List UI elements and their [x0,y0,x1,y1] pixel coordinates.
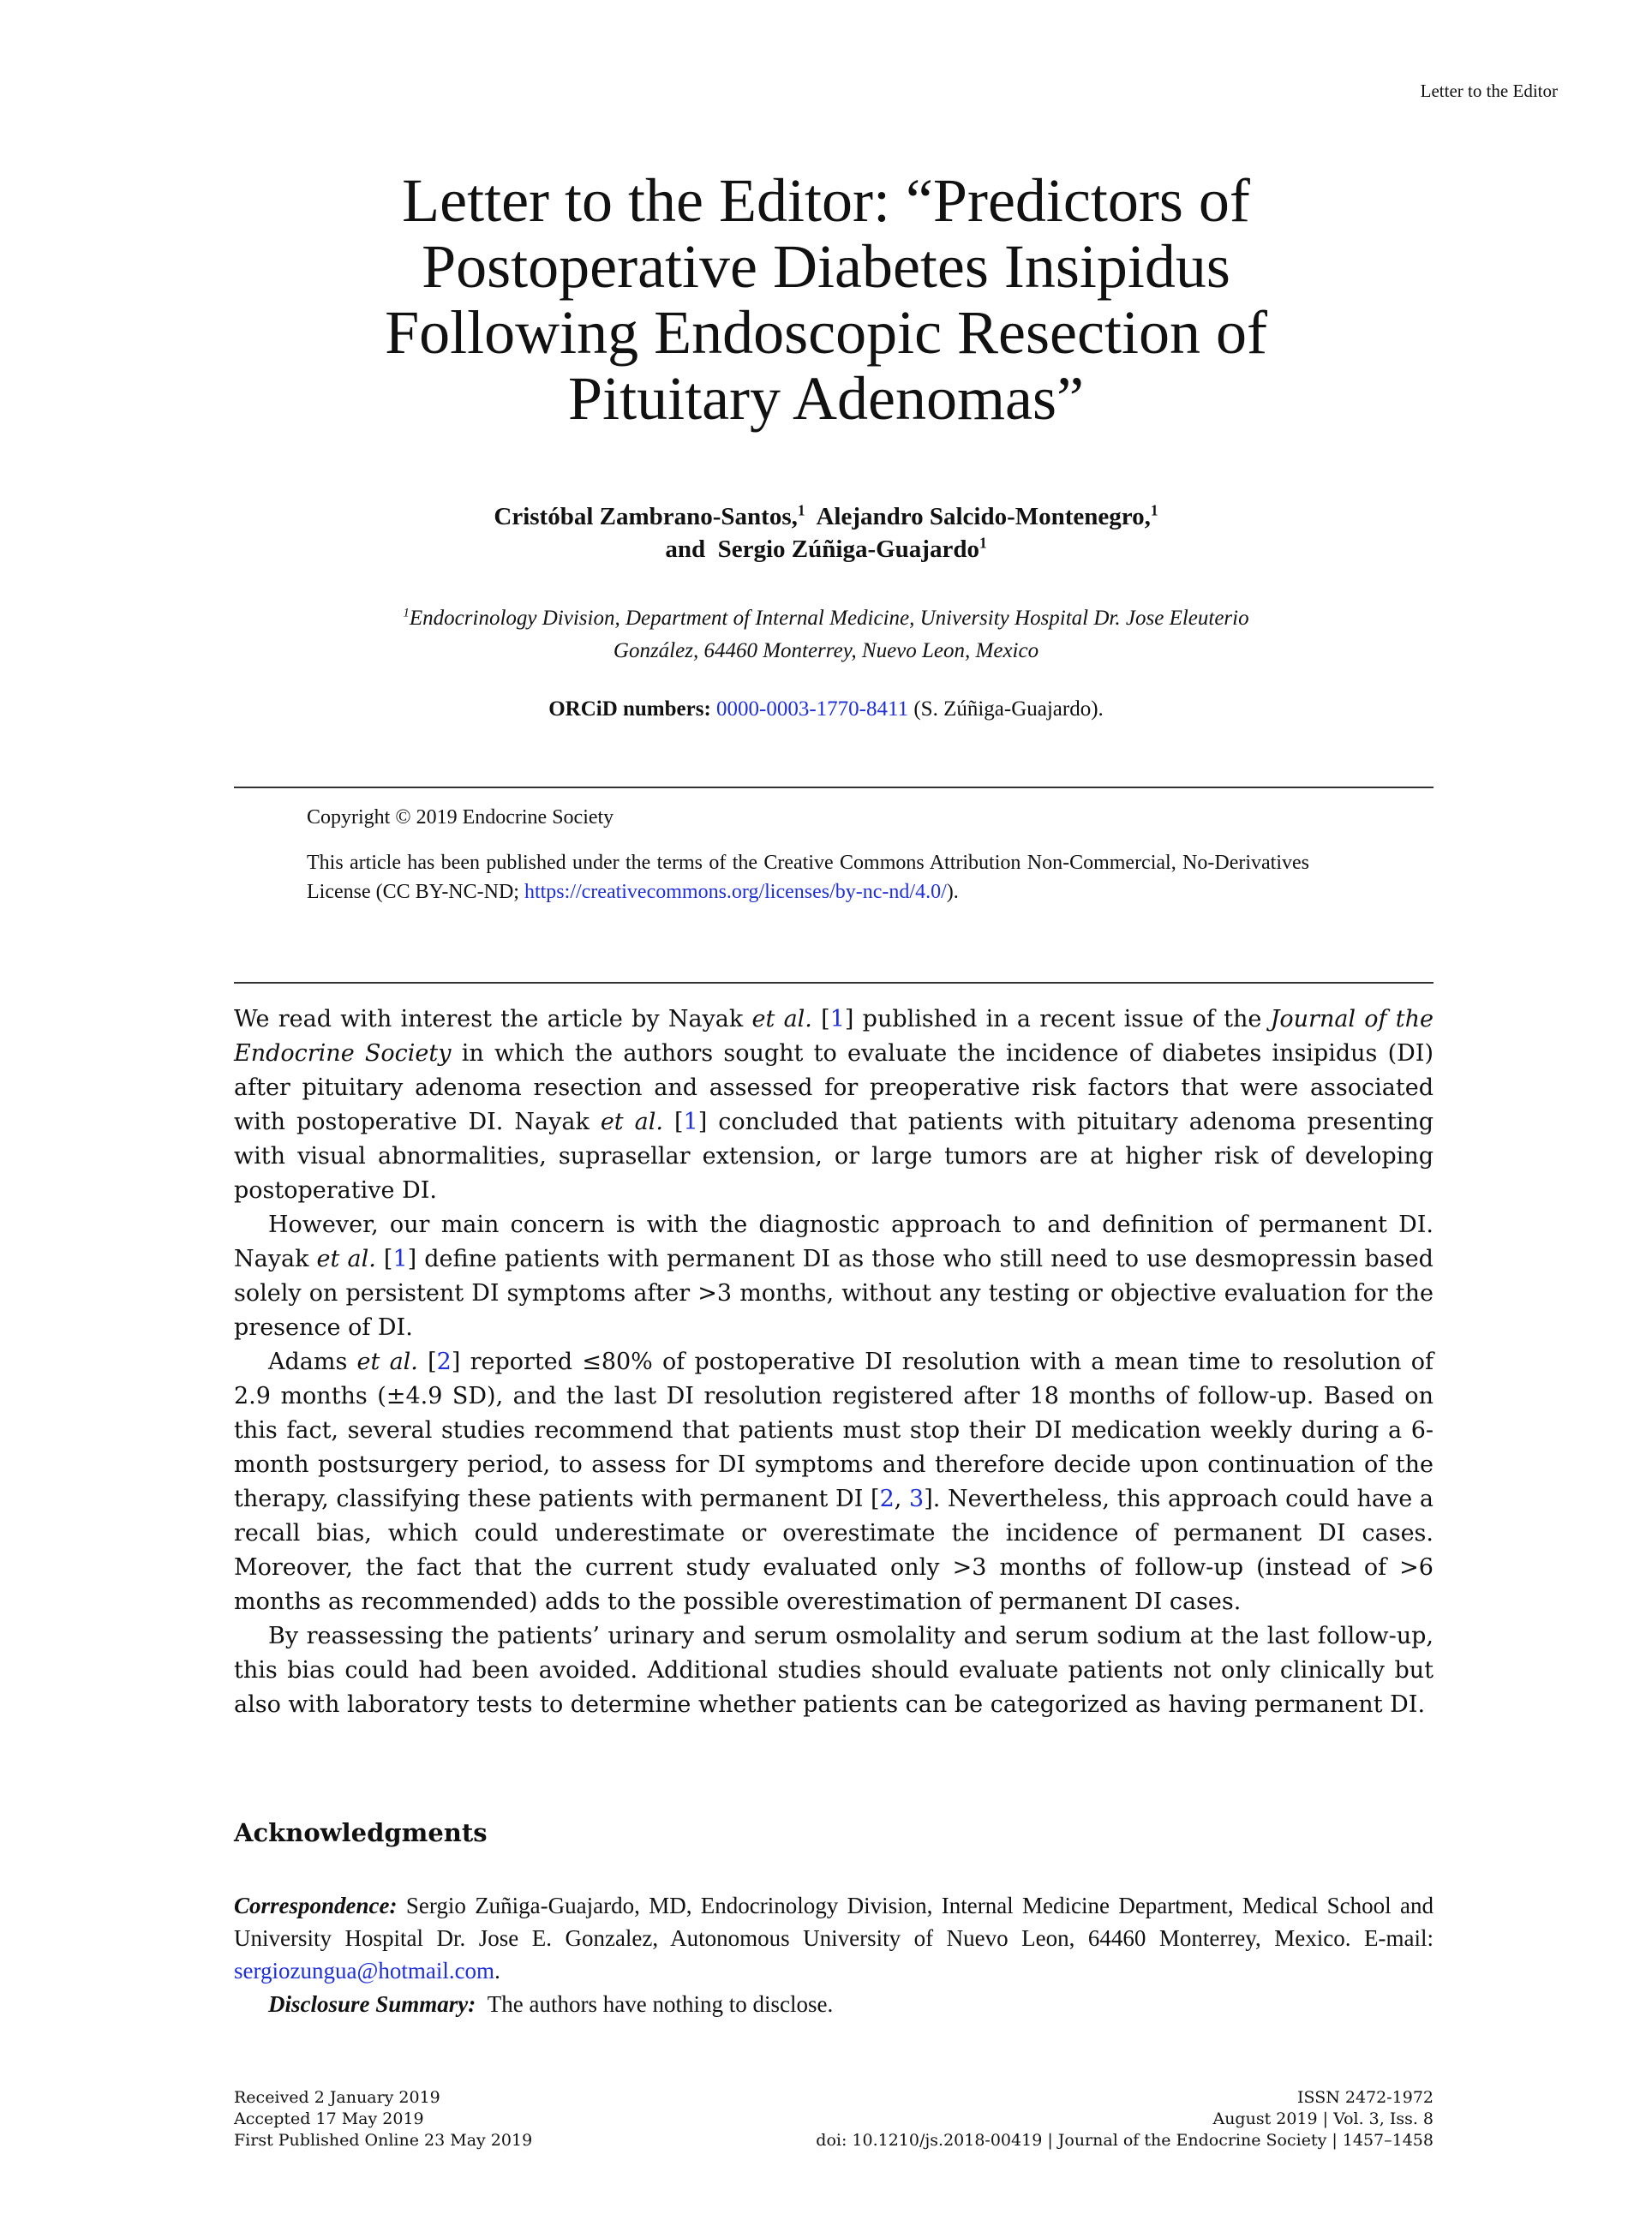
license-end: ). [946,881,959,903]
title-line: Following Endoscopic Resection of [385,298,1267,367]
affiliation-line [0,602,1652,635]
email-link[interactable]: sergiozungua@hotmail.com [234,1958,495,1984]
author-conjunction: and [665,536,706,563]
running-head: Letter to the Editor [1420,81,1558,101]
body-text: published in a recent issue of the [862,1006,1262,1032]
doi-line: doi: 10.1210/js.2018-00419 | Journal of the Endocrine Society | 1457–1458 [816,2131,1434,2150]
author-list [0,500,1652,565]
orcid-label: ORCiD numbers: [548,697,711,721]
received-date: Received 2 January 2019 [234,2088,440,2107]
accepted-date: Accepted 17 May 2019 [234,2109,424,2128]
published-date: First Published Online 23 May 2019 [234,2131,533,2150]
citation-link[interactable]: 1 [829,1006,845,1032]
copyright-notice: Copyright © 2019 Endocrine Society [307,806,614,829]
orcid-line [0,697,1652,721]
article-body [234,1002,1434,1722]
issn: ISSN 2472-1972 [1297,2088,1434,2107]
et-al: et al. [316,1246,376,1272]
body-paragraph: However, our main concern is with the diagnostic approach to and definition of permanent DI. Nayak et al. [1] define patients with permanent DI as those who still need to use desmopressin based solely on persistent DI symptoms after >3 months, without any testing or objective evaluation for the presence of DI. [234,1212,1434,1341]
affiliation-sup: 1 [403,606,410,620]
citation-link[interactable]: 2 [879,1486,895,1512]
body-text: Adams [268,1349,348,1375]
citation-link[interactable]: 3 [909,1486,925,1512]
disclosure [268,1988,1434,2020]
license-text: This article has been published under the terms of the Creative Commons Attribution Non-Commercial, No-Derivatives License (CC BY-NC-ND; [307,852,1309,903]
author-name: Alejandro Salcido-Montenegro, [816,503,1151,530]
title-line: Pituitary Adenomas” [568,364,1084,433]
author-name: Cristóbal Zambrano-Santos, [494,503,798,530]
body-paragraph: By reassessing the patients’ urinary and serum osmolality and serum sodium at the last follow-up, this bias could had been avoided. Additional studies should evaluate patients not only clinically but also with laboratory tests to determine whether patients can be categorized as having permanent DI. [234,1623,1434,1718]
body-text: reported ≤80% of postoperative DI resolution with a mean time to resolution of 2.9 months (±4.9 SD), and the last DI resolution registered after 18 months of follow-up. Based on this fact, several studies recommend that patients must stop their DI medication weekly during a 6-month postsurgery period, to assess for DI symptoms and therefore decide upon continuation of the therapy, classifying these patients with permanent DI [234,1349,1434,1512]
license-link[interactable]: https://creativecommons.org/licenses/by-nc-nd/4.0/ [524,881,947,903]
bottom-divider [234,982,1434,984]
acknowledgments-heading: Acknowledgments [234,1818,488,1847]
author-line [0,533,1652,565]
author-name: Sergio Zúñiga-Guajardo [717,536,979,563]
correspondence-label: Correspondence: [234,1893,398,1918]
body-text: . Nevertheless, this approach could have a recall bias, which could underestimate or overestimate the incidence of permanent DI cases. Moreover, the fact that the current study evaluated only >3 months of follow-up (instead of >6 months as recommended) adds to the possible overestimation of permanent DI cases. [234,1486,1434,1615]
body-text: However, our main concern is with the diagnostic approach to and definition of permanent DI. Nayak [234,1212,1434,1272]
author-affil-sup: 1 [979,534,987,552]
affiliation [0,602,1652,667]
title-line: Letter to the Editor: “Predictors of [402,166,1250,235]
affiliation-text: Endocrinology Division, Department of Internal Medicine, University Hospital Dr. Jose Eleuterio [409,607,1249,630]
body-text: in which the authors sought to evaluate the incidence of diabetes insipidus (DI) after pituitary adenoma resection and assessed for preoperative risk factors that were associated with postoperative DI. Nayak [234,1040,1434,1135]
footer-dates [234,2087,532,2151]
disclosure-label: Disclosure Summary: [268,1991,476,2017]
footer-journal-info [816,2087,1434,2151]
issue-info: August 2019 | Vol. 3, Iss. 8 [1212,2109,1434,2128]
body-text: define patients with permanent DI as those who still need to use desmopressin based solely on persistent DI symptoms after >3 months, without any testing or objective evaluation for the presence of DI. [234,1246,1434,1341]
citation-link[interactable]: 2 [436,1349,452,1375]
title-line: Postoperative Diabetes Insipidus [422,232,1230,301]
author-affil-sup: 1 [1150,501,1158,519]
disclosure-text: The authors have nothing to disclose. [487,1991,834,2017]
top-divider [234,787,1434,788]
author-affil-sup: 1 [797,501,805,519]
author-line [0,500,1652,533]
body-paragraph: We read with interest the article by Nayak et al. [1] published in a recent issue of the Journal of the Endocrine Society in which the authors sought to evaluate the incidence of diabetes insipidus (DI) after pituitary adenoma resection and assessed for preoperative risk factors that were associated with postoperative DI. Nayak et al. [1] concluded that patients with pituitary adenoma presenting with visual abnormalities, suprasellar extension, or large tumors are at higher risk of developing postoperative DI. [234,1006,1434,1204]
et-al: et al. [751,1006,812,1032]
orcid-owner: (S. Zúñiga-Guajardo). [913,697,1104,721]
et-al: et al. [600,1109,663,1135]
body-text: concluded that patients with pituitary adenoma presenting with visual abnormalities, suprasellar extension, or large tumors are at higher risk of developing postoperative DI. [234,1109,1434,1204]
license-notice [307,848,1309,907]
correspondence [234,1889,1434,1987]
journal-name: Journal of the Endocrine Society [234,1006,1434,1067]
correspondence-text: Sergio Zuñiga-Guajardo, MD, Endocrinology Division, Internal Medicine Department, Medical School and University Hospital Dr. Jose E. Gonzalez, Autonomous University of Nuevo Leon, 64460 Monterrey, Mexico. E-mail: [234,1893,1434,1951]
affiliation-line: González, 64460 Monterrey, Nuevo Leon, Mexico [613,639,1039,662]
citation-link[interactable]: 1 [683,1109,698,1135]
et-al: et al. [356,1349,418,1375]
body-text: We read with interest the article by Nayak [234,1006,744,1032]
article-title [0,168,1652,432]
correspondence-end: . [494,1958,500,1984]
body-paragraph: Adams et al. [2] reported ≤80% of postoperative DI resolution with a mean time to resolution of 2.9 months (±4.9 SD), and the last DI resolution registered after 18 months of follow-up. Based on this fact, several studies recommend that patients must stop their DI medication weekly during a 6-month postsurgery period, to assess for DI symptoms and therefore decide upon continuation of the therapy, classifying these patients with permanent DI [2, 3]. Nevertheless, this approach could have a recall bias, which could underestimate or overestimate the incidence of permanent DI cases. Moreover, the fact that the current study evaluated only >3 months of follow-up (instead of >6 months as recommended) adds to the possible overestimation of permanent DI cases. [234,1349,1434,1615]
citation-link[interactable]: 1 [392,1246,408,1272]
orcid-link[interactable]: 0000-0003-1770-8411 [716,697,909,721]
